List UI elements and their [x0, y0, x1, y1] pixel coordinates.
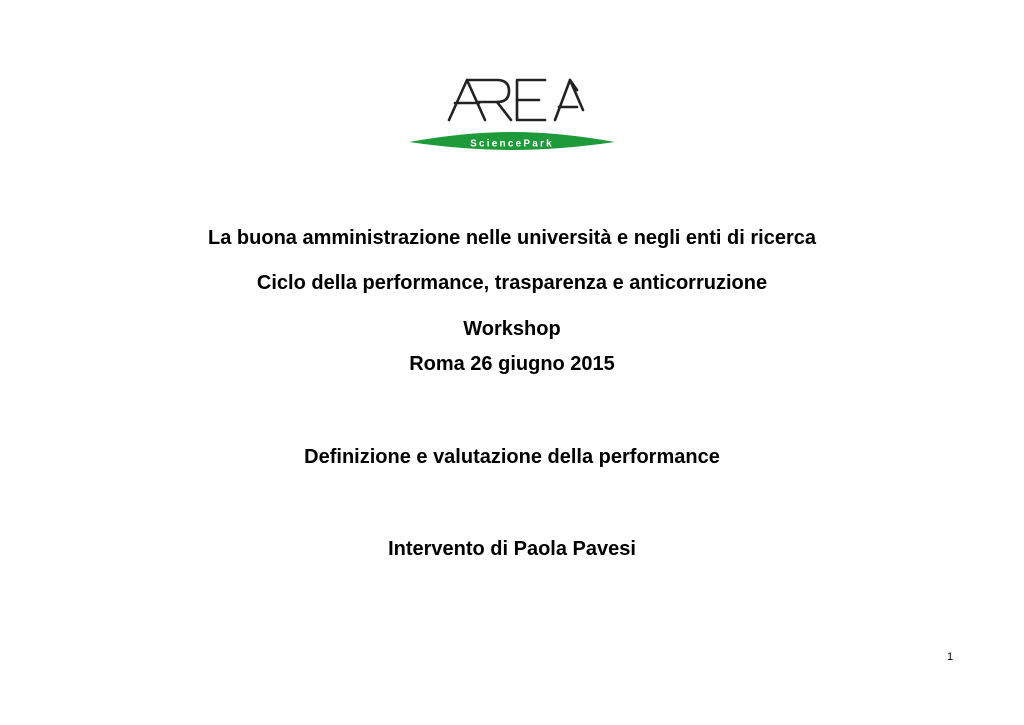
- page-number: 1: [946, 651, 954, 663]
- sciencepark-tagline: SciencePark: [470, 138, 554, 150]
- area-sciencepark-logo: [405, 70, 619, 152]
- area-logo-graphic: [405, 70, 619, 152]
- speaker-line: Intervento di Paola Pavesi: [388, 538, 636, 560]
- talk-title: Definizione e valutazione della performance: [304, 446, 720, 468]
- event-place-date: Roma 26 giugno 2015: [409, 353, 615, 375]
- title-line-1: La buona amministrazione nelle università e negli enti di ricerca: [208, 227, 816, 249]
- title-line-2: Ciclo della performance, trasparenza e anticorruzione: [256, 272, 768, 294]
- event-type: Workshop: [463, 318, 561, 340]
- area-wordmark-lettering: [449, 80, 583, 120]
